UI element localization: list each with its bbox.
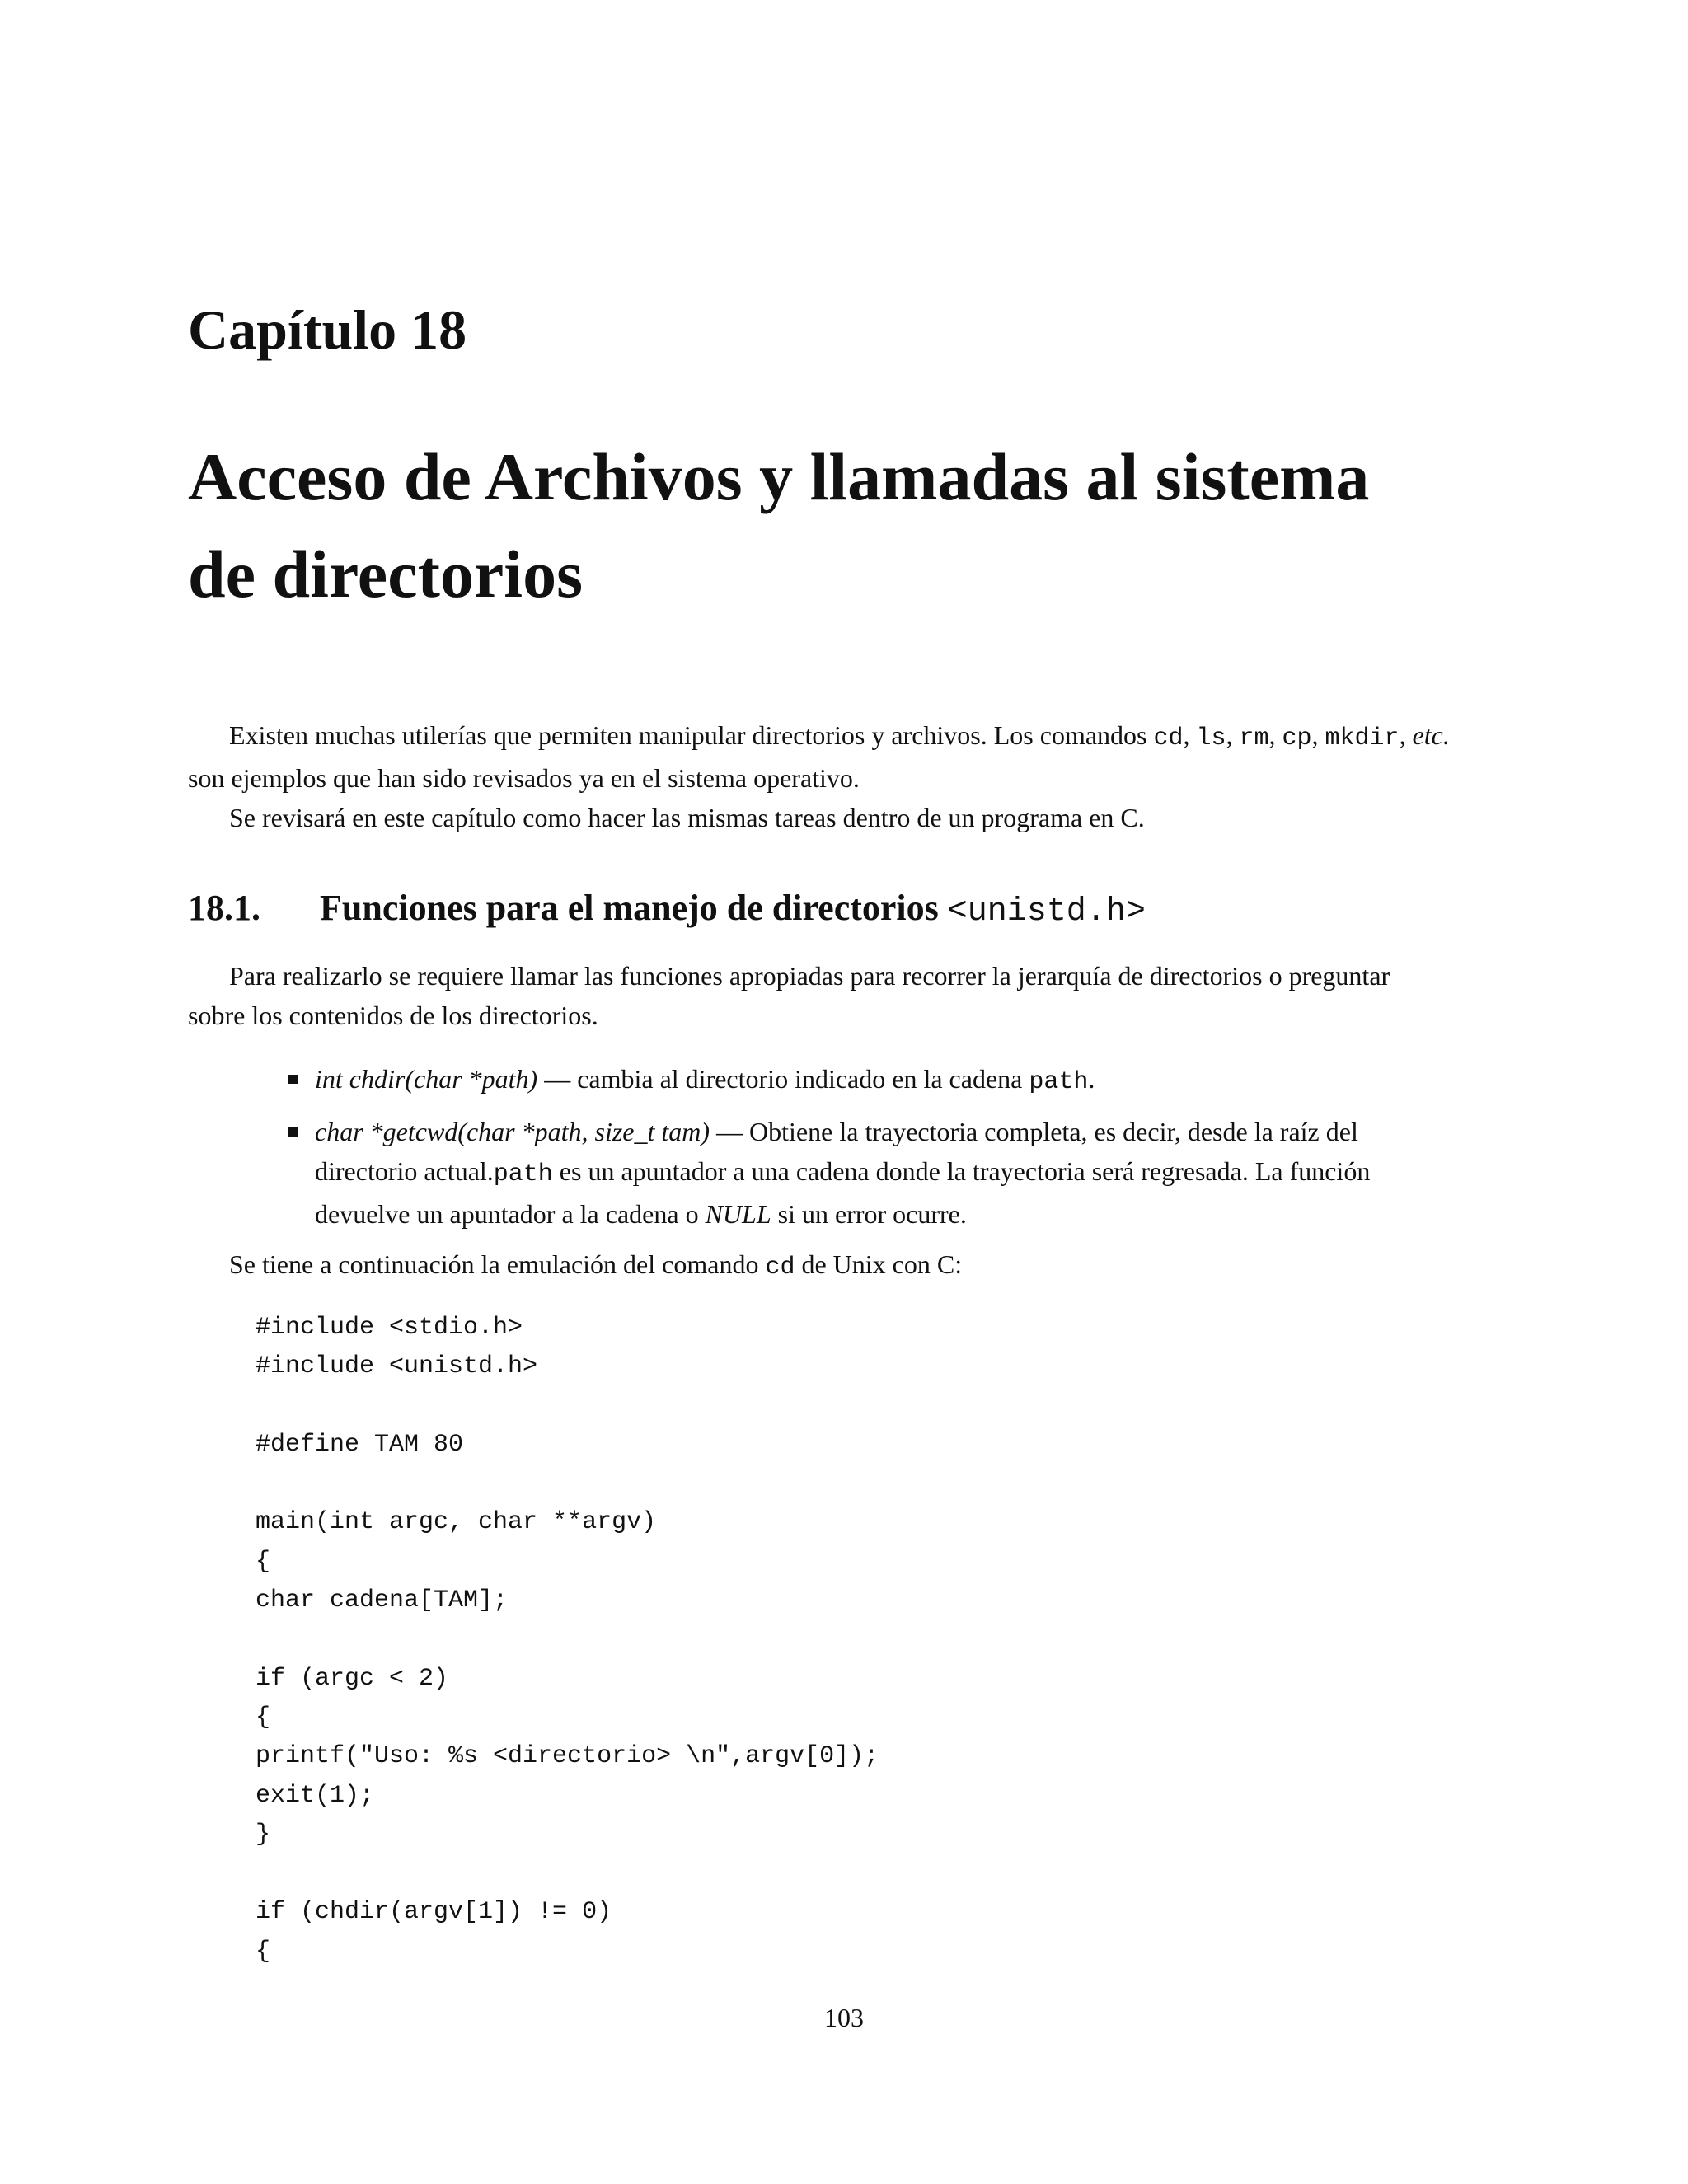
function-signature: char *getcwd(char *path, size_t tam) [315,1117,710,1146]
separator: , [1183,720,1197,750]
code-line: if (chdir(argv[1]) != 0) [256,1898,612,1927]
intro-line-2: son ejemplos que han sido revisados ya en el sistema operativo. [188,763,860,793]
intro-paragraph [188,715,1556,837]
inline-code: path [493,1160,553,1188]
cmd-rm: rm [1239,724,1269,752]
bullet-1-line [315,1059,1568,1102]
code-line: { [256,1547,271,1576]
code-line [256,1620,879,1659]
page-number: 103 [824,2003,864,2032]
section-intro-line-1: Para realizarlo se requiere llamar las funciones apropiadas para recorrer la jerarquía de directorios o preguntar [229,961,1390,991]
code-line [256,1387,879,1426]
function-description: devuelve un apuntador a la cadena o [315,1199,706,1229]
cmd-ls: ls [1196,724,1226,752]
bullet-marker [288,1127,298,1137]
code-line: { [256,1703,271,1732]
section-title-text: Funciones para el manejo de directorios [320,888,948,928]
emulation-paragraph [188,1244,1556,1287]
intro-line-3: Se revisará en este capítulo como hacer las mismas tareas dentro de un programa en C. [229,803,1145,832]
code-line: printf("Uso: %s <directorio> \n",argv[0]); [256,1742,879,1771]
code-line [256,1465,879,1503]
function-list [315,1059,1568,1244]
intro-text: Existen muchas utilerías que permiten manipular directorios y archivos. Los comandos [229,720,1154,750]
bullet-2-line-1 [315,1112,1568,1151]
code-line: { [256,1937,271,1966]
inline-code: cd [765,1254,795,1282]
code-listing [256,1309,879,1971]
cmd-mkdir: mkdir [1325,724,1400,752]
function-description: — Obtiene la trayectoria completa, es decir, desde la raíz del [710,1117,1358,1146]
code-line: } [256,1820,271,1849]
separator: , [1311,720,1325,750]
section-heading [188,883,1146,937]
inline-code: path [1029,1068,1089,1096]
code-line: #include <stdio.h> [256,1314,523,1342]
code-line: char cadena[TAM]; [256,1586,509,1615]
punctuation: . [1088,1064,1095,1094]
cmd-cp: cp [1282,724,1312,752]
cmd-cd: cd [1153,724,1184,752]
code-line: #include <unistd.h> [256,1352,538,1381]
code-line: if (argc < 2) [256,1664,449,1693]
function-description: — cambia al directorio indicado en la cadena [537,1064,1029,1094]
etc-text: etc. [1412,720,1450,750]
code-line: exit(1); [256,1781,375,1810]
separator: , [1268,720,1282,750]
list-item [315,1059,1568,1102]
chapter-label: Capítulo 18 [188,298,467,361]
list-item [315,1112,1568,1234]
chapter-title-line-2: de directorios [188,537,583,612]
section-intro-line-2: sobre los contenidos de los directorios. [188,1001,598,1030]
chapter-title-line-1: Acceso de Archivos y llamadas al sistema [188,439,1370,514]
chapter-title [188,429,1573,623]
emulation-line [188,1244,1556,1287]
section-header-file: <unistd.h> [947,893,1146,930]
function-signature: int chdir(char *path) [315,1064,538,1094]
code-line: #define TAM 80 [256,1430,464,1459]
bullet-2-line-2 [315,1151,1568,1194]
function-description: si un error ocurre. [771,1199,967,1229]
code-line: main(int argc, char **argv) [256,1508,657,1537]
bullet-2-line-3 [315,1194,1568,1234]
section-number: 18.1. [188,888,260,928]
emulation-text: de Unix con C: [795,1249,963,1279]
separator: , [1226,720,1240,750]
separator: , [1399,720,1413,750]
section-intro-paragraph [188,956,1556,1035]
code-line [256,1854,879,1893]
intro-line-1 [188,715,1556,758]
emulation-text: Se tiene a continuación la emulación del comando [229,1249,766,1279]
null-text: NULL [705,1199,771,1229]
function-description: es un apuntador a una cadena donde la trayectoria será regresada. La función [552,1156,1371,1186]
bullet-marker [288,1075,298,1084]
function-description: directorio actual. [315,1156,494,1186]
